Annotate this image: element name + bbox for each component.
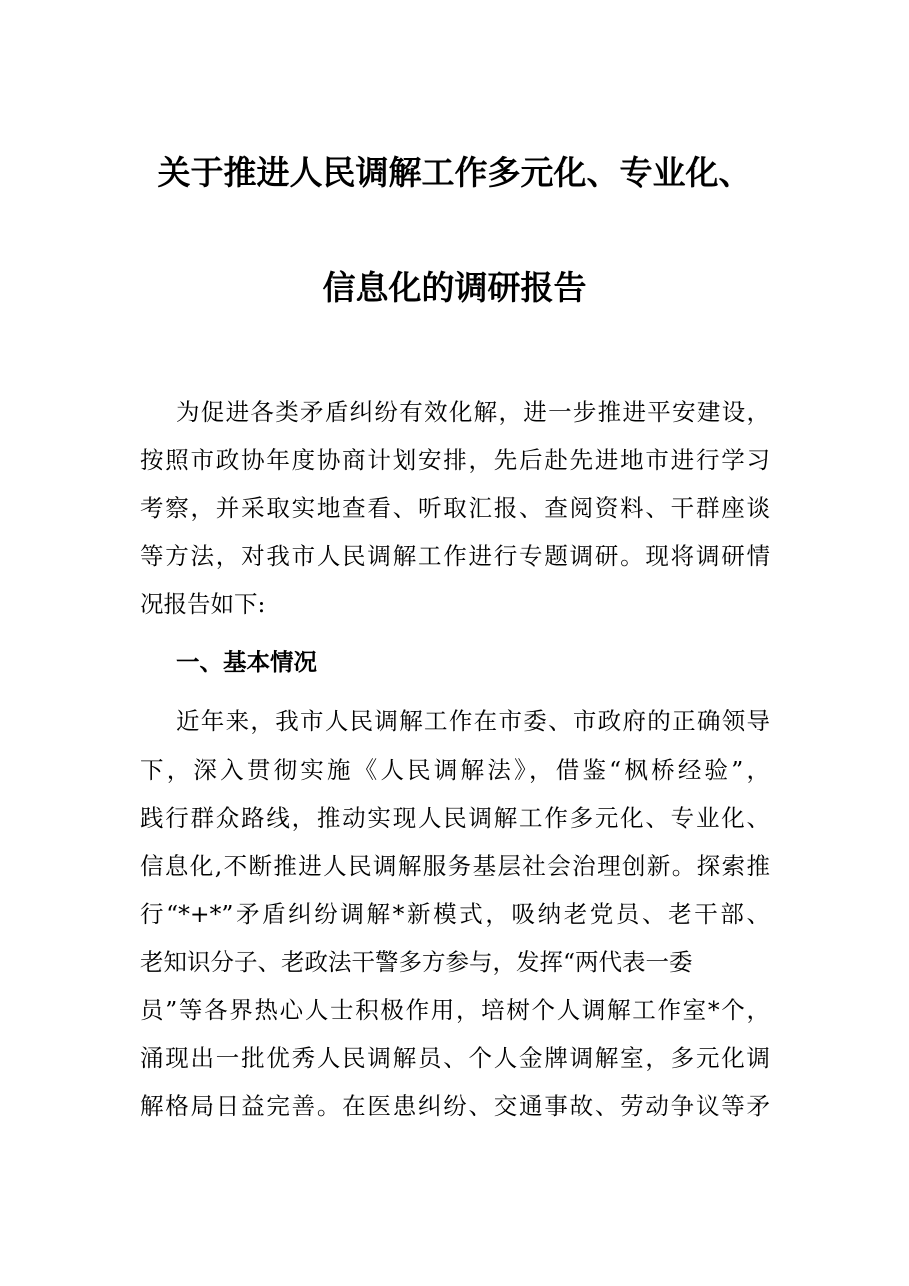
section1-line-6: 老知识分子、老政法干警多方参与，发挥“两代表一委: [140, 948, 693, 976]
intro-line-2: 按照市政协年度协商计划安排，先后赴先进地市进行学习: [140, 446, 770, 474]
section1-line-9: 解格局日益完善。在医患纠纷、交通事故、劳动争议等矛: [140, 1092, 770, 1120]
section-heading-basic-situation: 一、基本情况: [176, 648, 317, 676]
document-title-line-2: 信息化的调研报告: [322, 268, 587, 307]
section1-line-4: 信息化,不断推进人民调解服务基层社会治理创新。探索推: [140, 852, 770, 880]
intro-line-4: 等方法，对我市人民调解工作进行专题调研。现将调研情: [140, 542, 770, 570]
intro-line-5: 况报告如下:: [140, 590, 266, 618]
section1-line-7: 员”等各界热心人士积极作用，培树个人调解工作室*个，: [140, 996, 770, 1024]
section1-line-1: 近年来，我市人民调解工作在市委、市政府的正确领导: [176, 707, 770, 735]
section1-line-5: 行“*+*”矛盾纠纷调解*新模式，吸纳老党员、老干部、: [140, 900, 770, 928]
intro-line-3: 考察，并采取实地查看、听取汇报、查阅资料、干群座谈: [140, 494, 770, 522]
intro-line-1: 为促进各类矛盾纠纷有效化解，进一步推进平安建设，: [176, 398, 770, 426]
section1-line-2: 下，深入贯彻实施《人民调解法》，借鉴“枫桥经验”，: [140, 756, 770, 784]
document-title-line-1: 关于推进人民调解工作多元化、专业化、: [157, 153, 752, 192]
section1-line-3: 践行群众路线，推动实现人民调解工作多元化、专业化、: [140, 804, 770, 832]
section1-line-8: 涌现出一批优秀人民调解员、个人金牌调解室，多元化调: [140, 1044, 770, 1072]
